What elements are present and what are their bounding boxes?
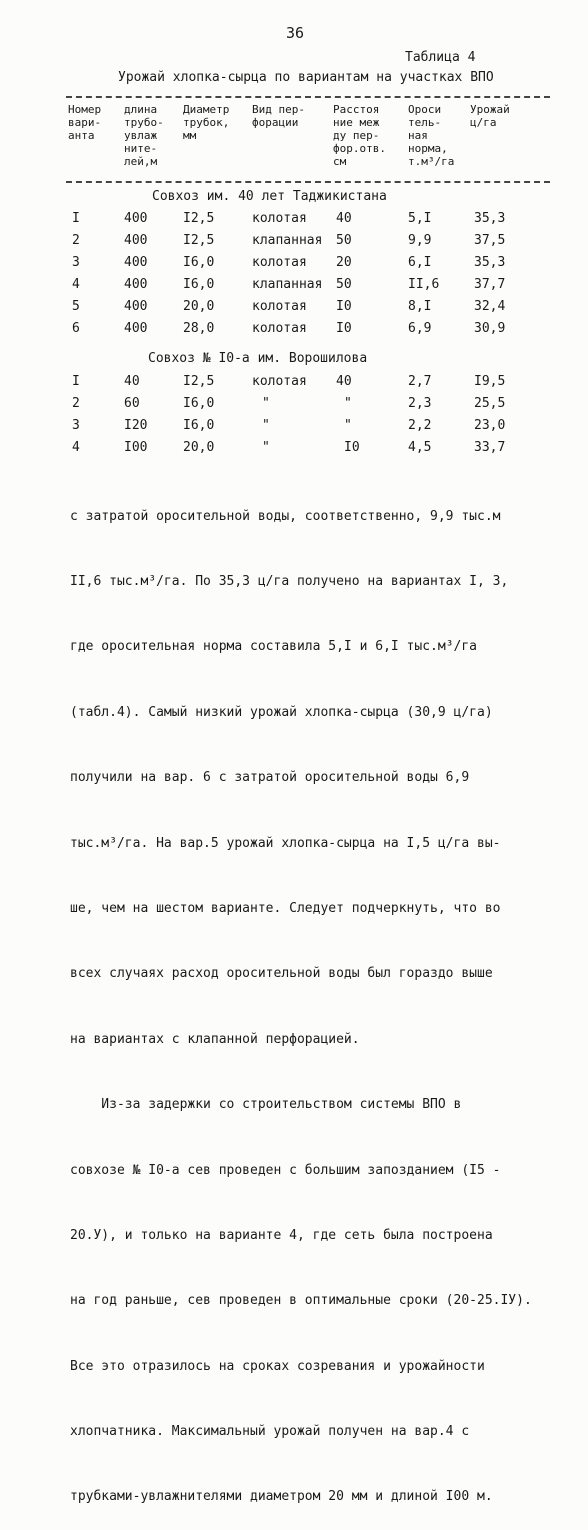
cell-spacing: I0 [336,299,352,314]
cell-spacing: " [344,396,352,411]
cell-length: 400 [124,277,148,292]
body-paragraph [70,462,570,1530]
header-tube-length: длина трубо- увлаж ните- лей,м [124,103,164,168]
cell-variant: 3 [72,418,80,433]
cell-yield: 35,3 [474,255,506,270]
cell-norm: 8,I [408,299,432,314]
text-line: (табл.4). Самый низкий урожай хлопка-сырца (30,9 ц/га) [70,704,493,720]
cell-variant: 2 [72,233,80,248]
cell-diameter: 20,0 [183,440,215,455]
text-line: Все это отразилось на сроках созревания и урожайности [70,1358,485,1374]
table-row [0,233,588,253]
table-label: Таблица 4 [405,50,476,65]
cell-yield: 25,5 [474,396,506,411]
cell-length: 400 [124,321,148,336]
text-line: на вариантах с клапанной перфорацией. [70,1031,360,1047]
cell-norm: 9,9 [408,233,432,248]
text-line: с затратой оросительной воды, соответственно, 9,9 тыс.м [70,508,501,524]
page-number: 36 [286,24,305,42]
cell-variant: 4 [72,440,80,455]
group-title: Совхоз № I0-а им. Ворошилова [148,351,368,366]
group-title: Совхоз им. 40 лет Таджикистана [152,189,387,204]
cell-length: 400 [124,211,148,226]
text-line: тыс.м³/га. На вар.5 урожай хлопка-сырца на I,5 ц/га вы- [70,835,501,851]
cell-variant: I [72,211,80,226]
cell-spacing: 50 [336,277,352,292]
table-row [0,277,588,297]
header-perforation-type: Вид пер- форации [252,103,305,129]
header-yield: Урожай ц/га [470,103,510,129]
cell-perforation: колотая [252,211,307,226]
cell-norm: 6,I [408,255,432,270]
cell-spacing: 20 [336,255,352,270]
cell-length: I20 [124,418,148,433]
cell-length: 40 [124,374,140,389]
cell-diameter: I6,0 [183,396,215,411]
cell-variant: 3 [72,255,80,270]
cell-yield: 32,4 [474,299,506,314]
cell-norm: 6,9 [408,321,432,336]
cell-length: 400 [124,299,148,314]
cell-perforation: колотая [252,255,307,270]
cell-perforation: клапанная [252,233,323,248]
cell-length: 60 [124,396,140,411]
cell-length: 400 [124,255,148,270]
cell-yield: 37,5 [474,233,506,248]
cell-perforation: колотая [252,321,307,336]
cell-variant: 4 [72,277,80,292]
cell-perforation: " [262,440,270,455]
text-line: хлопчатника. Максимальный урожай получен на вар.4 с [70,1424,470,1440]
cell-perforation: " [262,418,270,433]
table-top-rule [66,96,550,98]
text-line: Из-за задержки со строительством системы ВПО в [70,1097,462,1113]
table-row [0,374,588,394]
cell-diameter: I6,0 [183,418,215,433]
cell-norm: 2,2 [408,418,432,433]
text-line: трубками-увлажнителями диаметром 20 мм и длиной I00 м. [70,1489,493,1505]
cell-perforation: колотая [252,374,307,389]
cell-diameter: 20,0 [183,299,215,314]
cell-yield: 33,7 [474,440,506,455]
table-row [0,396,588,416]
cell-spacing: 40 [336,211,352,226]
cell-norm: 2,7 [408,374,432,389]
cell-yield: 35,3 [474,211,506,226]
table-row [0,418,588,438]
header-hole-spacing: Расстоя ние меж ду пер- фор.отв. см [333,103,386,168]
table-row [0,211,588,231]
header-variant-number: Номер вари- анта [68,103,102,142]
cell-diameter: I6,0 [183,277,215,292]
cell-length: 400 [124,233,148,248]
cell-norm: 2,3 [408,396,432,411]
table-caption: Урожай хлопка-сырца по вариантам на участках ВПО [118,70,494,85]
cell-perforation: клапанная [252,277,323,292]
cell-norm: II,6 [408,277,440,292]
text-line: II,6 тыс.м³/га. По 35,3 ц/га получено на вариантах I, 3, [70,573,509,589]
text-line: на год раньше, сев проведен в оптимальные сроки (20-25.IУ). [70,1293,532,1309]
cell-perforation: колотая [252,299,307,314]
cell-spacing: I0 [344,440,360,455]
table-row [0,255,588,275]
text-line: где оросительная норма составила 5,I и 6,I тыс.м³/га [70,639,477,655]
cell-yield: 23,0 [474,418,506,433]
cell-diameter: I2,5 [183,211,215,226]
cell-diameter: 28,0 [183,321,215,336]
cell-length: I00 [124,440,148,455]
cell-spacing: " [344,418,352,433]
cell-diameter: I2,5 [183,233,215,248]
cell-norm: 5,I [408,211,432,226]
cell-variant: 6 [72,321,80,336]
cell-variant: 5 [72,299,80,314]
cell-norm: 4,5 [408,440,432,455]
table-row [0,299,588,319]
cell-spacing: 50 [336,233,352,248]
cell-diameter: I2,5 [183,374,215,389]
table-header-rule [66,181,550,183]
text-line: всех случаях расход оросительной воды был гораздо выше [70,966,493,982]
text-line: получили на вар. 6 с затратой оросительной воды 6,9 [70,770,470,786]
cell-spacing: 40 [336,374,352,389]
text-line: совхозе № I0-а сев проведен с большим запозданием (I5 - [70,1162,501,1178]
text-line: ше, чем на шестом варианте. Следует подчеркнуть, что во [70,900,501,916]
text-line: 20.У), и только на варианте 4, где сеть была построена [70,1227,493,1243]
cell-yield: 37,7 [474,277,506,292]
table-row [0,321,588,341]
cell-perforation: " [262,396,270,411]
cell-yield: I9,5 [474,374,506,389]
table-row [0,440,588,460]
header-irrigation-norm: Ороси тель- ная норма, т.м³/га [408,103,455,168]
cell-diameter: I6,0 [183,255,215,270]
header-tube-diameter: Диаметр трубок, мм [183,103,230,142]
cell-variant: I [72,374,80,389]
cell-spacing: I0 [336,321,352,336]
cell-variant: 2 [72,396,80,411]
cell-yield: 30,9 [474,321,506,336]
